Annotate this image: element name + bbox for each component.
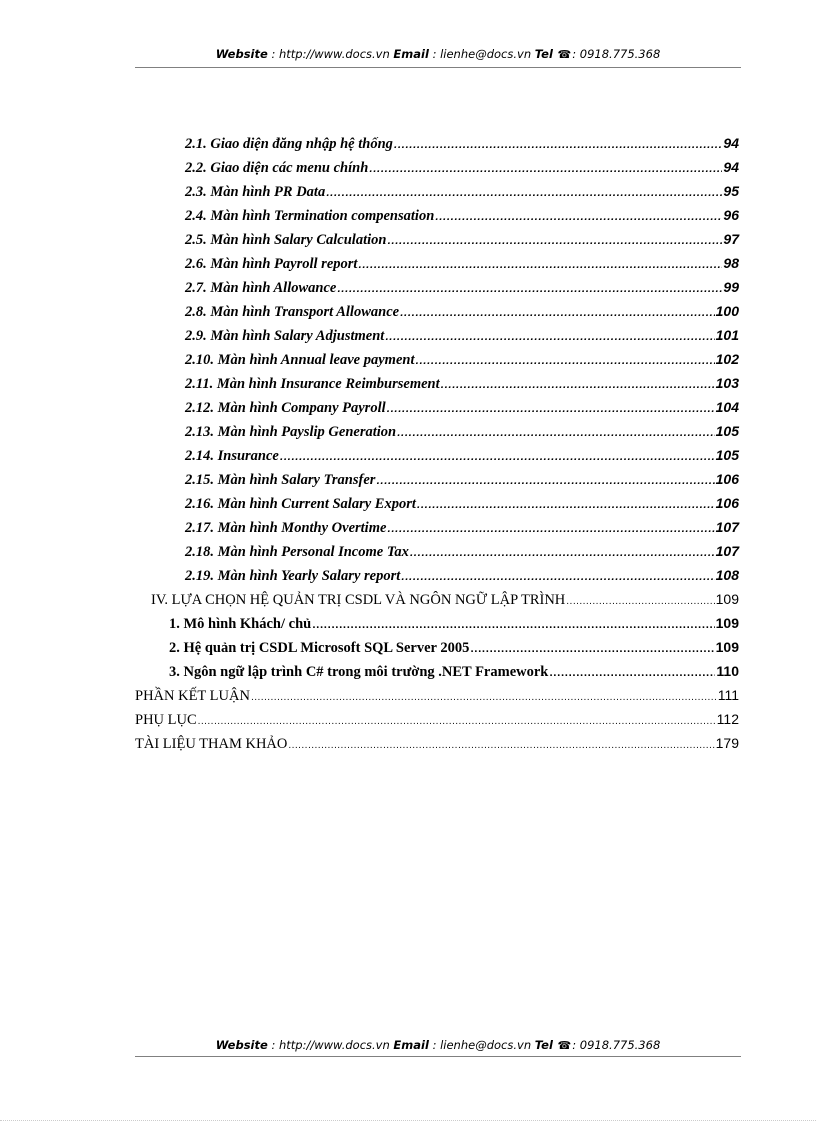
toc-item[interactable]	[135, 395, 739, 419]
email-value: : lienhe@docs.vn	[432, 47, 532, 61]
toc-item[interactable]	[135, 203, 739, 227]
toc-subsection-page: 109	[715, 615, 739, 631]
toc-leader	[326, 182, 722, 206]
toc-leader	[369, 158, 722, 182]
toc-item-page: 102	[715, 351, 739, 367]
toc-item-label: 2.16. Màn hình Current Salary Export	[185, 496, 416, 512]
toc-item-label: 2.17. Màn hình Monthy Overtime	[185, 520, 387, 536]
toc-item[interactable]	[135, 275, 739, 299]
toc-item[interactable]	[135, 419, 739, 443]
toc-item[interactable]	[135, 227, 739, 251]
toc-item-label: 2.6. Màn hình Payroll report	[185, 256, 358, 272]
tel-label: Tel	[534, 1038, 553, 1052]
toc-item-label: 2.4. Màn hình Termination compensation	[185, 208, 435, 224]
phone-icon: ☎	[557, 48, 572, 61]
toc-item-label: 2.11. Màn hình Insurance Reimbursement	[185, 376, 440, 392]
toc-item-page: 106	[715, 471, 739, 487]
toc-item-page: 95	[723, 183, 739, 199]
toc-subsection[interactable]	[135, 611, 739, 635]
toc-subsection-page: 110	[716, 663, 739, 679]
toc-item-page: 101	[715, 327, 739, 343]
toc-item-label: 2.13. Màn hình Payslip Generation	[185, 424, 397, 440]
toc-leader	[416, 350, 715, 374]
toc-subsection-label: 2. Hệ quản trị CSDL Microsoft SQL Server 2005	[169, 640, 470, 656]
table-of-contents	[135, 131, 739, 755]
toc-item-page: 96	[723, 207, 739, 223]
toc-item-page: 94	[723, 159, 739, 175]
toc-leader	[376, 470, 714, 494]
toc-item-page: 98	[723, 255, 739, 271]
toc-item-label: 2.10. Màn hình Annual leave payment	[185, 352, 415, 368]
toc-leader	[470, 638, 714, 662]
toc-item-page: 108	[715, 567, 739, 583]
toc-item-label: 2.15. Màn hình Salary Transfer	[185, 472, 376, 488]
toc-item-page: 107	[715, 543, 739, 559]
toc-leader	[280, 446, 715, 470]
toc-leader	[288, 734, 714, 758]
toc-item[interactable]	[135, 155, 739, 179]
toc-part-page: 179	[715, 735, 739, 751]
page-header	[135, 47, 741, 68]
toc-subsection[interactable]	[135, 635, 739, 659]
toc-item-page: 105	[715, 423, 739, 439]
toc-leader	[198, 710, 716, 734]
toc-item-label: 2.12. Màn hình Company Payroll	[185, 400, 386, 416]
toc-leader	[397, 422, 715, 446]
toc-leader	[387, 398, 715, 422]
toc-item[interactable]	[135, 299, 739, 323]
website-label: Website	[215, 1038, 268, 1052]
toc-item-page: 100	[715, 303, 739, 319]
toc-leader	[337, 278, 722, 302]
toc-section[interactable]	[135, 587, 739, 611]
toc-leader	[312, 614, 714, 638]
toc-part[interactable]	[135, 707, 739, 731]
toc-part[interactable]	[135, 683, 739, 707]
page-footer	[135, 1038, 741, 1057]
toc-item[interactable]	[135, 515, 739, 539]
website-value: : http://www.docs.vn	[271, 1038, 390, 1052]
toc-part[interactable]	[135, 731, 739, 755]
toc-item-page: 99	[723, 279, 739, 295]
email-value: : lienhe@docs.vn	[432, 1038, 532, 1052]
toc-item-label: 2.5. Màn hình Salary Calculation	[185, 232, 387, 248]
toc-item[interactable]	[135, 347, 739, 371]
email-label: Email	[393, 47, 429, 61]
toc-subsection-label: 1. Mô hình Khách/ chủ	[169, 616, 312, 632]
toc-section-label: IV. LỰA CHỌN HỆ QUẢN TRỊ CSDL VÀ NGÔN NGỮ LẬP TRÌNH	[151, 592, 566, 608]
toc-subsection-label: 3. Ngôn ngữ lập trình C# trong môi trường .NET Framework	[169, 664, 549, 680]
toc-item-page: 94	[723, 135, 739, 151]
toc-leader	[566, 590, 714, 614]
toc-item[interactable]	[135, 563, 739, 587]
toc-subsection[interactable]	[135, 659, 739, 683]
toc-subsection-page: 109	[715, 639, 739, 655]
tel-value: : 0918.775.368	[572, 1038, 661, 1052]
toc-part-label: PHỤ LỤC	[135, 712, 197, 728]
toc-item-label: 2.18. Màn hình Personal Income Tax	[185, 544, 409, 560]
toc-leader	[417, 494, 715, 518]
toc-item[interactable]	[135, 491, 739, 515]
tel-value: : 0918.775.368	[572, 47, 661, 61]
toc-item[interactable]	[135, 371, 739, 395]
toc-leader	[394, 134, 723, 158]
toc-leader	[400, 302, 715, 326]
page-bottom-divider	[0, 1120, 816, 1121]
toc-leader	[435, 206, 722, 230]
toc-leader	[549, 662, 715, 686]
toc-leader	[387, 230, 722, 254]
website-value: : http://www.docs.vn	[271, 47, 390, 61]
toc-item-label: 2.2. Giao diện các menu chính	[185, 160, 369, 176]
toc-item-label: 2.3. Màn hình PR Data	[185, 184, 326, 200]
toc-item-page: 103	[715, 375, 739, 391]
toc-leader	[358, 254, 722, 278]
website-label: Website	[215, 47, 268, 61]
toc-item-page: 97	[723, 231, 739, 247]
toc-item-page: 107	[715, 519, 739, 535]
toc-item-page: 105	[715, 447, 739, 463]
toc-item-label: 2.19. Màn hình Yearly Salary report	[185, 568, 401, 584]
tel-label: Tel	[534, 47, 553, 61]
toc-item-label: 2.14. Insurance	[185, 448, 279, 464]
toc-item-label: 2.1. Giao diện đăng nhập hệ thống	[185, 136, 393, 152]
toc-leader	[251, 686, 717, 710]
toc-item-page: 104	[715, 399, 739, 415]
toc-item-label: 2.9. Màn hình Salary Adjustment	[185, 328, 385, 344]
toc-item-label: 2.7. Màn hình Allowance	[185, 280, 337, 296]
toc-item[interactable]	[135, 467, 739, 491]
phone-icon: ☎	[557, 1039, 572, 1052]
email-label: Email	[393, 1038, 429, 1052]
toc-item[interactable]	[135, 443, 739, 467]
toc-leader	[401, 566, 714, 590]
toc-leader	[387, 518, 714, 542]
toc-part-label: TÀI LIỆU THAM KHẢO	[135, 736, 288, 752]
toc-part-label: PHẦN KẾT LUẬN	[135, 688, 250, 704]
toc-leader	[385, 326, 714, 350]
toc-item-label: 2.8. Màn hình Transport Allowance	[185, 304, 400, 320]
toc-part-page: 112	[716, 711, 739, 727]
toc-item[interactable]	[135, 539, 739, 563]
toc-part-page: 111	[717, 687, 739, 703]
toc-item-page: 106	[715, 495, 739, 511]
toc-item[interactable]	[135, 323, 739, 347]
toc-item[interactable]	[135, 131, 739, 155]
toc-section-page: 109	[715, 591, 739, 607]
toc-leader	[410, 542, 715, 566]
toc-item[interactable]	[135, 251, 739, 275]
toc-leader	[441, 374, 715, 398]
toc-item[interactable]	[135, 179, 739, 203]
